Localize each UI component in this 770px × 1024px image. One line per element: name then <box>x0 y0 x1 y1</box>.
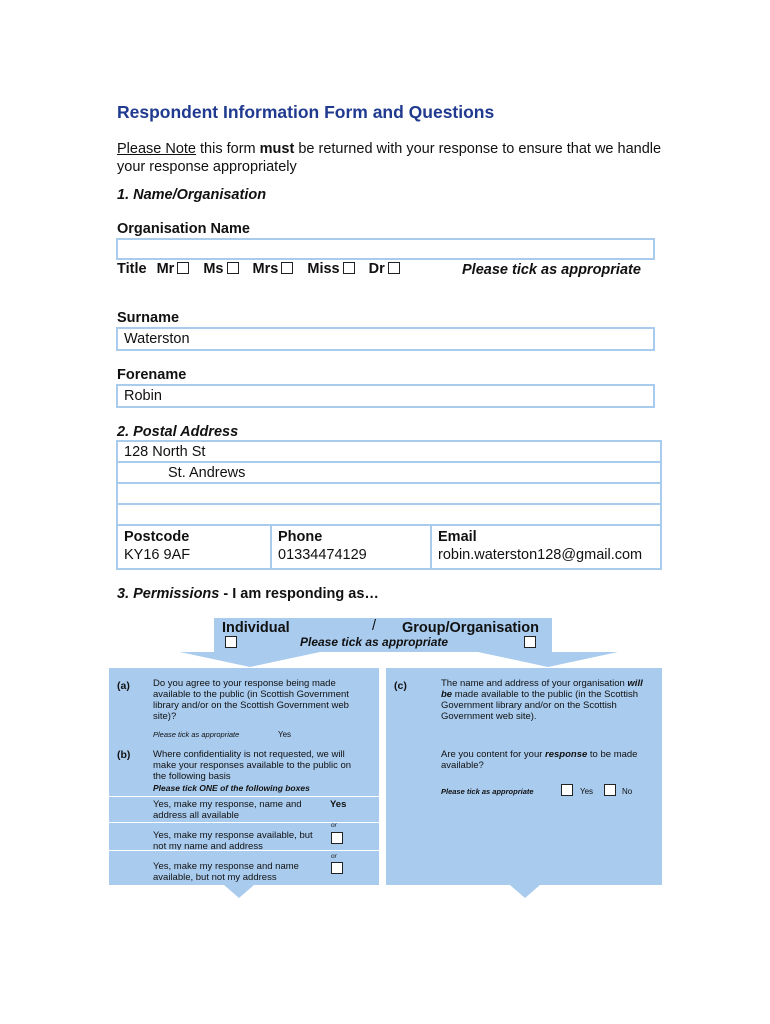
panel-c-no-checkbox[interactable] <box>604 784 616 796</box>
postcode-cell[interactable] <box>117 525 271 569</box>
panel-a-letter: (a) <box>117 680 130 692</box>
section1-heading: 1. Name/Organisation <box>117 187 267 203</box>
address-line-3[interactable] <box>117 483 661 504</box>
panel-c-yes-label: Yes <box>580 787 594 796</box>
panel-c-question-1 <box>441 678 651 722</box>
option-3-checkbox[interactable] <box>331 862 343 874</box>
option-1-mark[interactable]: Yes <box>330 799 347 810</box>
option-2-or: or <box>331 822 337 829</box>
option-3-or: or <box>331 853 337 860</box>
title-option-mr[interactable] <box>157 261 196 277</box>
section2-heading: 2. Postal Address <box>117 424 239 440</box>
email-value: robin.waterston128@gmail.com <box>438 547 643 563</box>
note-text-2: be returned with your response to ensure that we handle your response appropriately <box>117 141 662 175</box>
form-title: Respondent Information Form and Questions <box>117 102 495 122</box>
panel-c-q2-bold: response <box>545 749 588 760</box>
section3-heading <box>117 586 379 602</box>
individual-checkbox[interactable] <box>225 636 237 648</box>
forename-field[interactable]: Robin <box>116 384 655 408</box>
phone-cell[interactable] <box>271 525 431 569</box>
panel-c-q2-text-1: Are you content for your <box>441 749 546 760</box>
slash-separator: / <box>372 618 377 634</box>
title-option-miss[interactable] <box>307 261 360 277</box>
title-option-mrs[interactable] <box>253 261 300 277</box>
email-label: Email <box>438 529 477 545</box>
title-tick-hint-text: Please tick as appropriate <box>462 262 641 278</box>
intro-note <box>117 140 677 176</box>
right-down-arrow <box>478 652 618 668</box>
organisation-name-field[interactable] <box>116 238 655 260</box>
option-1-text: Yes, make my response, name and address all available <box>153 799 302 821</box>
title-option-mr-label: Mr <box>156 261 175 277</box>
panel-c-question-2 <box>441 749 651 771</box>
phone-label: Phone <box>278 529 323 545</box>
option-3-text: Yes, make my response and name available, but not my address <box>153 861 299 883</box>
divider <box>109 850 379 851</box>
option-2-text: Yes, make my response available, but not my name and address <box>153 830 313 852</box>
title-option-dr-label: Dr <box>368 261 385 277</box>
panel-c-q1-bold: will be <box>441 678 643 700</box>
group-checkbox[interactable] <box>524 636 536 648</box>
note-underlined: Please Note <box>117 141 196 157</box>
address-line-4[interactable] <box>117 504 661 525</box>
title-miss-checkbox[interactable] <box>343 262 355 274</box>
address-line-2[interactable]: St. Andrews <box>117 462 661 483</box>
note-bold: must <box>259 141 295 157</box>
panel-a-tick-hint: Please tick as appropriate <box>153 730 240 739</box>
email-cell[interactable] <box>431 525 661 569</box>
phone-value: 01334474129 <box>278 547 367 563</box>
postcode-value: KY16 9AF <box>124 547 191 563</box>
title-option-ms[interactable] <box>203 261 244 277</box>
title-ms-checkbox[interactable] <box>227 262 239 274</box>
surname-label: Surname <box>117 310 180 326</box>
title-option-mrs-label: Mrs <box>252 261 279 277</box>
forename-label: Forename <box>117 367 187 383</box>
title-option-miss-label: Miss <box>307 261 340 277</box>
title-option-ms-label: Ms <box>203 261 224 277</box>
panel-c-q1-text-2: made available to the public (in the Scottish Government library and/or on the Scottish Government web site). <box>441 689 638 722</box>
right-bottom-arrow <box>510 885 540 899</box>
panel-b-instruction: Please tick ONE of the following boxes <box>153 783 310 793</box>
panel-b-letter: (b) <box>117 749 131 761</box>
address-line-1[interactable]: 128 North St <box>117 441 661 462</box>
title-option-dr[interactable] <box>369 261 406 277</box>
panel-b-question: Where confidentiality is not requested, we will make your responses available to the public on the following basis <box>153 749 352 782</box>
panel-a-question: Do you agree to your response being made available to the public (in Scottish Government library and/or on the Scottish Government web site)? <box>153 678 349 722</box>
panel-c-letter: (c) <box>394 680 407 692</box>
respondent-tick-hint: Please tick as appropriate <box>300 635 449 649</box>
divider <box>109 796 379 797</box>
option-2-checkbox[interactable] <box>331 832 343 844</box>
panel-c-yes-checkbox[interactable] <box>561 784 573 796</box>
divider <box>109 822 379 823</box>
title-mr-checkbox[interactable] <box>177 262 189 274</box>
title-dr-checkbox[interactable] <box>388 262 400 274</box>
postcode-label: Postcode <box>124 529 190 545</box>
title-label: Title <box>117 261 147 277</box>
organisation-name-label: Organisation Name <box>117 221 250 237</box>
panel-c-q2-text-2: to be made available? <box>441 749 638 771</box>
panel-a-answer[interactable]: Yes <box>278 730 292 739</box>
panel-c-q1-text-1: The name and address of your organisation <box>441 678 628 689</box>
section3-heading-text: 3. Permissions <box>117 586 220 602</box>
section3-heading-suffix: - I am responding as… <box>219 586 379 602</box>
left-down-arrow <box>180 652 320 668</box>
note-text-1: this form <box>196 141 260 157</box>
panel-c-no-label: No <box>622 787 633 796</box>
individual-label: Individual <box>222 620 290 636</box>
panel-c-tick-hint: Please tick as appropriate <box>441 787 534 796</box>
title-mrs-checkbox[interactable] <box>281 262 293 274</box>
group-organisation-label: Group/Organisation <box>402 620 539 636</box>
left-bottom-arrow <box>224 885 254 899</box>
surname-field[interactable]: Waterston <box>116 327 655 351</box>
address-table <box>116 440 662 570</box>
title-tick-hint <box>462 261 662 279</box>
